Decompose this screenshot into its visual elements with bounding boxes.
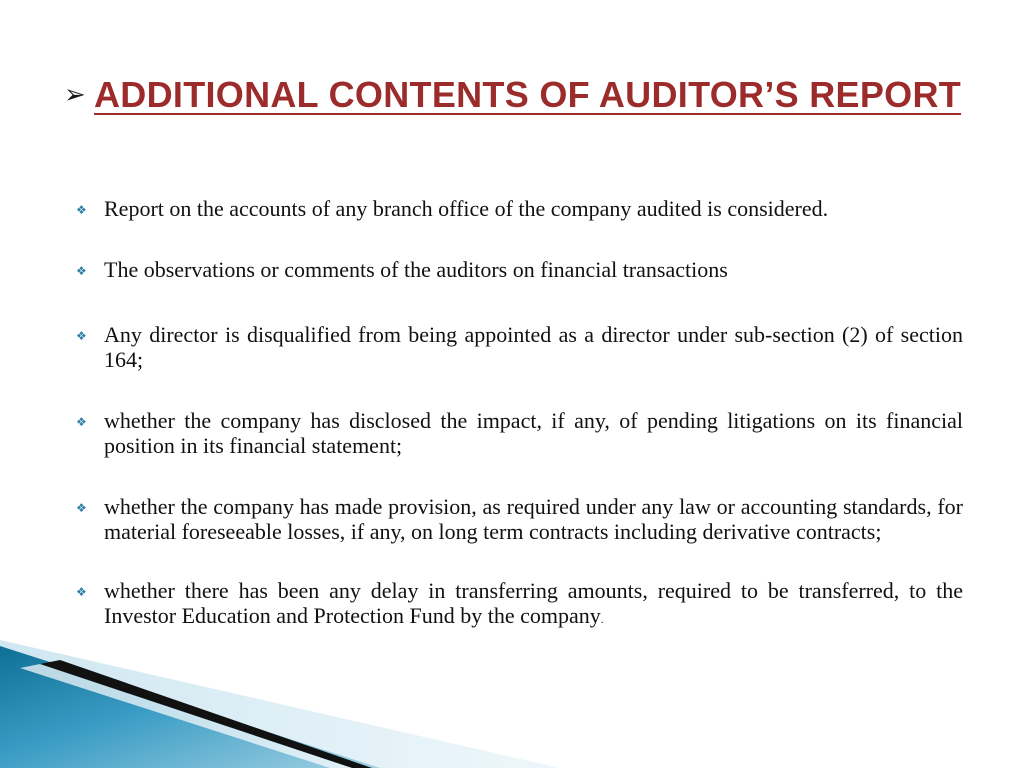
bullet-text-main: whether there has been any delay in transferring amounts, required to be transferred, to the Investor Education and Protection Fund by the company (104, 578, 963, 628)
bullet-text: Any director is disqualified from being appointed as a director under sub-section (2) of section 164; (104, 322, 963, 372)
diamond-bullet-icon: ❖ (76, 501, 87, 515)
bullet-list (76, 196, 963, 667)
bullet-text: The observations or comments of the auditors on financial transactions (104, 257, 728, 282)
diamond-bullet-icon: ❖ (76, 329, 87, 343)
diamond-bullet-icon: ❖ (76, 264, 87, 278)
arrow-bullet-icon: ➢ (64, 80, 86, 110)
bullet-text: whether the company has disclosed the impact, if any, of pending litigations on its financial position in its financial statement; (104, 408, 963, 458)
diamond-bullet-icon: ❖ (76, 203, 87, 217)
diamond-bullet-icon: ❖ (76, 415, 87, 429)
slide-title: ADDITIONAL CONTENTS OF AUDITOR’S REPORT (94, 74, 962, 115)
diamond-bullet-icon: ❖ (76, 585, 87, 599)
decorative-wave-graphic (0, 600, 1024, 768)
bullet-text: whether the company has made provision, as required under any law or accounting standards, for material foreseeable losses, if any, on long term contracts including derivative contracts; (104, 494, 963, 544)
bullet-text: Report on the accounts of any branch office of the company audited is considered. (104, 196, 829, 221)
bullet-item (76, 408, 963, 458)
bullet-item (76, 494, 963, 544)
bullet-item (76, 257, 963, 284)
bullet-item (76, 322, 963, 372)
slide-title-row (64, 72, 964, 122)
bullet-text-period: . (600, 614, 604, 626)
bullet-item (76, 196, 963, 223)
